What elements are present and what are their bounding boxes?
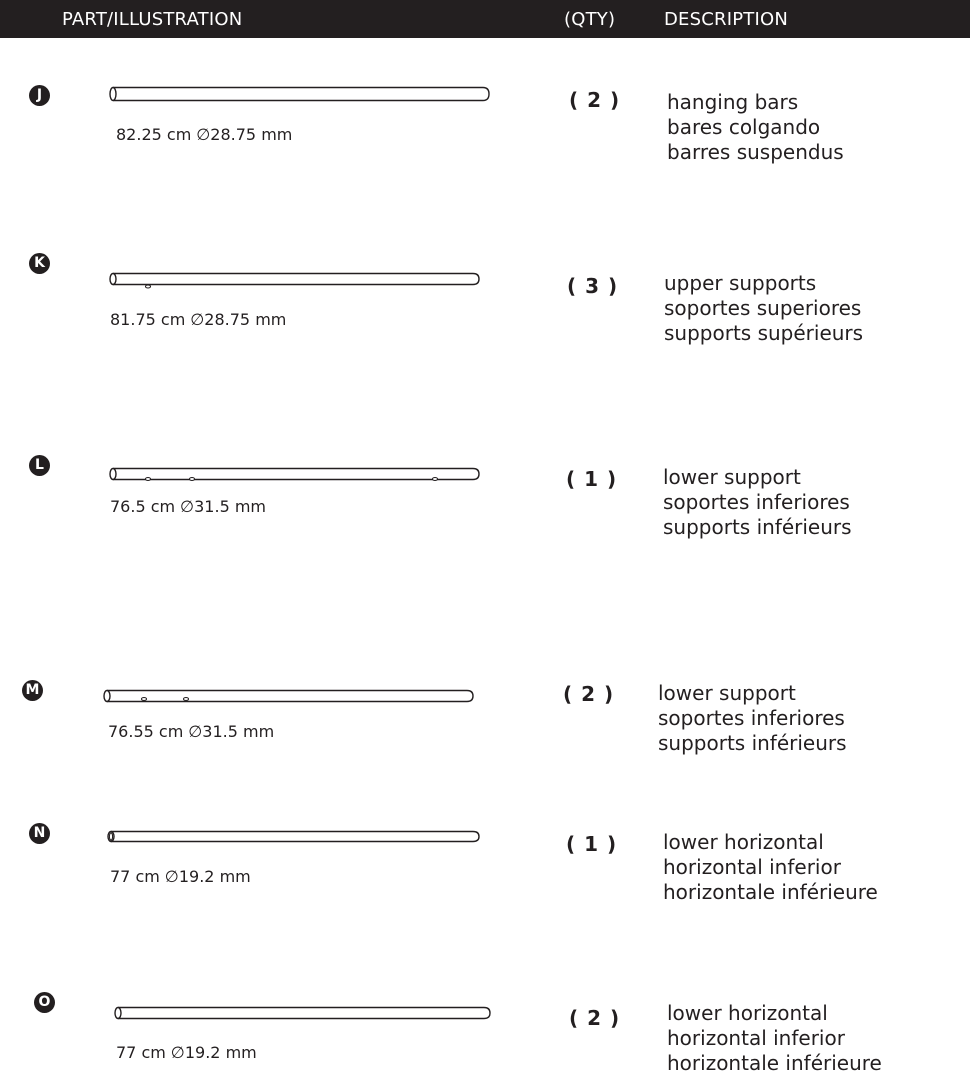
description-english: lower support [663,465,801,489]
description-french: barres suspendus [667,140,844,164]
part-dimensions: 82.25 cm ∅28.75 mm [116,125,293,144]
part-quantity: ( 1 ) [566,832,618,856]
description-french: supports inférieurs [663,515,852,539]
tube-illustration [102,689,476,705]
header-description: DESCRIPTION [664,9,789,30]
part-quantity: ( 1 ) [566,467,618,491]
part-letter-badge: M [22,680,43,701]
part-description [663,465,852,540]
part-letter-badge: J [29,85,50,106]
part-dimensions: 77 cm ∅19.2 mm [110,867,251,886]
description-english: lower horizontal [663,830,824,854]
part-letter-badge: N [29,823,50,844]
description-english: upper supports [664,271,817,295]
part-letter-badge: L [29,455,50,476]
part-quantity: ( 3 ) [567,274,619,298]
tube-illustration [108,86,492,102]
part-description [664,271,863,346]
header-qty: (QTY) [564,9,616,30]
description-spanish: horizontal inferior [667,1026,845,1050]
description-spanish: bares colgando [667,115,821,139]
description-french: horizontale inférieure [667,1051,882,1075]
description-spanish: horizontal inferior [663,855,841,879]
part-letter-badge: O [34,992,55,1013]
description-french: supports inférieurs [658,731,847,755]
tube-illustration [108,467,482,483]
part-description [658,681,847,756]
description-french: horizontale inférieure [663,880,878,904]
description-spanish: soportes inferiores [658,706,845,730]
description-spanish: soportes superiores [664,296,862,320]
part-quantity: ( 2 ) [569,88,621,112]
header-part-illustration: PART/ILLUSTRATION [62,9,243,30]
table-header [0,0,970,38]
description-spanish: soportes inferiores [663,490,850,514]
description-french: supports supérieurs [664,321,864,345]
tube-illustration [108,272,482,288]
part-description [667,90,844,165]
description-english: lower horizontal [667,1001,828,1025]
part-letter-badge: K [29,253,50,274]
description-english: lower support [658,681,796,705]
part-quantity: ( 2 ) [563,682,615,706]
part-description [667,1001,882,1076]
part-dimensions: 76.5 cm ∅31.5 mm [110,497,266,516]
part-dimensions: 77 cm ∅19.2 mm [116,1043,257,1062]
part-dimensions: 81.75 cm ∅28.75 mm [110,310,287,329]
tube-illustration [113,1006,493,1022]
part-description [663,830,878,905]
tube-illustration [106,830,482,846]
part-quantity: ( 2 ) [569,1006,621,1030]
description-english: hanging bars [667,90,799,114]
part-dimensions: 76.55 cm ∅31.5 mm [108,722,275,741]
